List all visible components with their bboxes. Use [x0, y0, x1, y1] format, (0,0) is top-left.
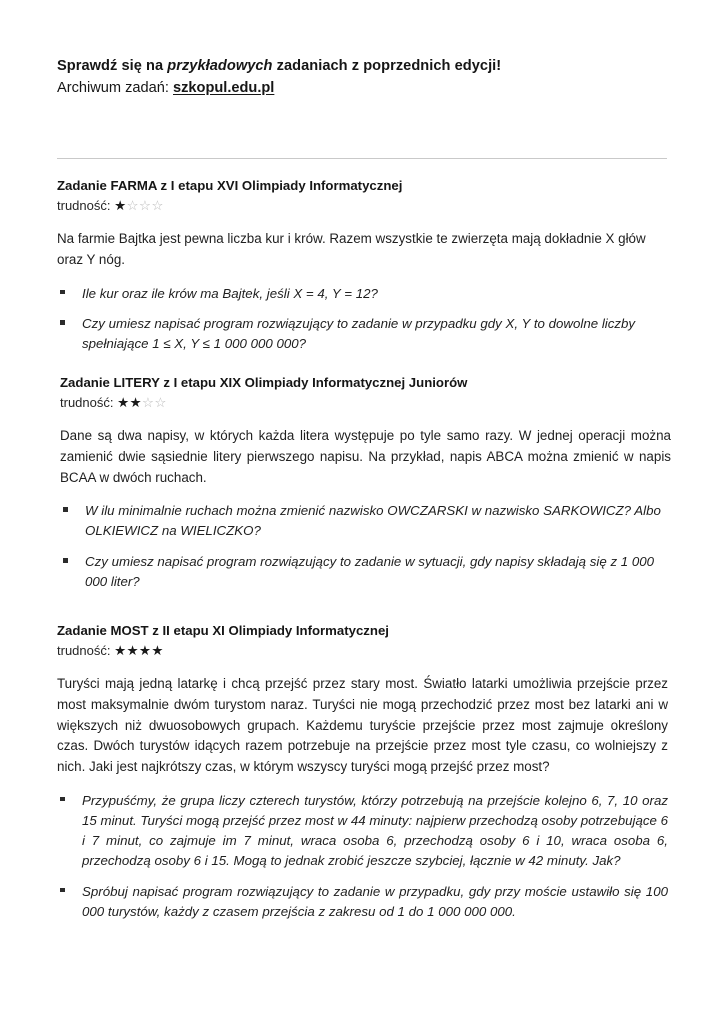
intro-headline [57, 56, 668, 77]
task-description: Dane są dwa napisy, w których każda litera występuje po tyle samo razy. W jednej operacji można zamienić dwie sąsiednie litery pierwszego napisu. Na przykład, napis ABCA można zmienić w napis BCAA w dwóch ruchach. [60, 428, 671, 485]
difficulty-stars [114, 198, 164, 213]
difficulty-label: trudność: [60, 395, 114, 411]
task-block-litery [60, 374, 671, 592]
stars-empty-icon: ☆☆ [141, 395, 167, 411]
stars-filled-icon: ★★ [117, 395, 142, 411]
difficulty-label: trudność: [57, 198, 111, 214]
task-block-farma [57, 177, 668, 354]
intro-block [57, 56, 668, 100]
square-bullet-icon [63, 507, 68, 512]
task-question-text: Przypuśćmy, że grupa liczy czterech turystów, którzy potrzebują na przejście kolejno 6, 7, 10 oraz 15 minut. Turyści mogą przejść przez most w 44 minuty: najpierw przechodzą osoby potrzebujące 6 i 7 minut, co zajmuje im 7 minut, wraca osoba 6, przechodzą osoby 6 i 10, wraca osoba 6, przechodzą osoby 6 i 15. Mogą to jednak zrobić jeszcze szybciej, łącznie w 42 minuty. Jak? [82, 792, 668, 868]
task-question-text: Ile kur oraz ile krów ma Bajtek, jeśli X = 4, Y = 12? [82, 285, 378, 301]
stars-empty-icon: ☆☆☆ [126, 198, 164, 214]
section-divider [57, 158, 667, 159]
intro-headline-prefix: Sprawdź się na [57, 58, 168, 74]
task-title: Zadanie FARMA z I etapu XVI Olimpiady Informatycznej [57, 178, 403, 193]
difficulty-stars [114, 643, 164, 658]
square-bullet-icon [60, 797, 65, 802]
task-question-text: Spróbuj napisać program rozwiązujący to zadanie w przypadku, gdy przy moście ustawiło się 100 000 turystów, każdy z czasem przejścia z zakresu od 1 do 1 000 000 000. [82, 883, 668, 919]
task-question-list [57, 791, 668, 922]
task-question-list [60, 501, 671, 592]
task-difficulty [57, 196, 668, 216]
task-description: Na farmie Bajtka jest pewna liczba kur i krów. Razem wszystkie te zwierzęta mają dokładnie X głów oraz Y nóg. [57, 231, 646, 267]
document-content [57, 0, 668, 100]
task-question-text: W ilu minimalnie ruchach można zmienić nazwisko OWCZARSKI w nazwisko SARKOWICZ? Albo OLKIEWICZ na WIELICZKO? [85, 503, 661, 539]
stars-filled-icon: ★ [114, 198, 127, 214]
archive-link[interactable]: szkopul.edu.pl [173, 79, 275, 96]
square-bullet-icon [63, 558, 68, 563]
square-bullet-icon [60, 290, 65, 295]
task-title: Zadanie MOST z II etapu XI Olimpiady Informatycznej [57, 623, 389, 638]
difficulty-stars [117, 395, 167, 410]
task-description: Turyści mają jedną latarkę i chcą przejść przez stary most. Światło latarki umożliwia przejście przez most maksymalnie dwóm turystom naraz. Turyści nie mogą przechodzić przez most bez latarki ani w większych niż dwuosobowych grupach. Każdemu turyście przejście przez most zajmuje określony czas. Dwóch turystów idących razem potrzebuje na przejście przez most tyle czasu, co wolniejszy z nich. Jaki jest najkrótszy czas, w którym wszyscy turyści mogą przejść przez most? [57, 676, 668, 775]
task-question-item [60, 501, 671, 541]
square-bullet-icon [60, 888, 65, 893]
task-difficulty [57, 641, 668, 661]
task-question-item [57, 882, 668, 922]
task-question-text: Czy umiesz napisać program rozwiązujący to zadanie w sytuacji, gdy napisy składają się z 1 000 000 liter? [85, 554, 655, 590]
difficulty-label: trudność: [57, 643, 111, 659]
task-title: Zadanie LITERY z I etapu XIX Olimpiady Informatycznej Juniorów [60, 375, 468, 390]
archive-label: Archiwum zadań: [57, 79, 173, 96]
stars-filled-icon: ★★★★ [114, 643, 164, 659]
intro-headline-suffix: zadaniach z poprzednich edycji! [272, 58, 502, 74]
task-question-item [57, 791, 668, 871]
archive-line [57, 78, 668, 100]
task-difficulty [60, 393, 671, 413]
square-bullet-icon [60, 320, 65, 325]
task-question-item [57, 314, 668, 354]
intro-headline-emphasis: przykładowych [167, 58, 273, 74]
task-question-item [57, 284, 668, 304]
task-block-most [57, 622, 668, 921]
task-question-list [57, 284, 668, 355]
task-question-item [60, 552, 671, 592]
task-question-text: Czy umiesz napisać program rozwiązujący to zadanie w przypadku gdy X, Y to dowolne liczby spełniające 1 ≤ X, Y ≤ 1 000 000 000? [82, 316, 636, 352]
